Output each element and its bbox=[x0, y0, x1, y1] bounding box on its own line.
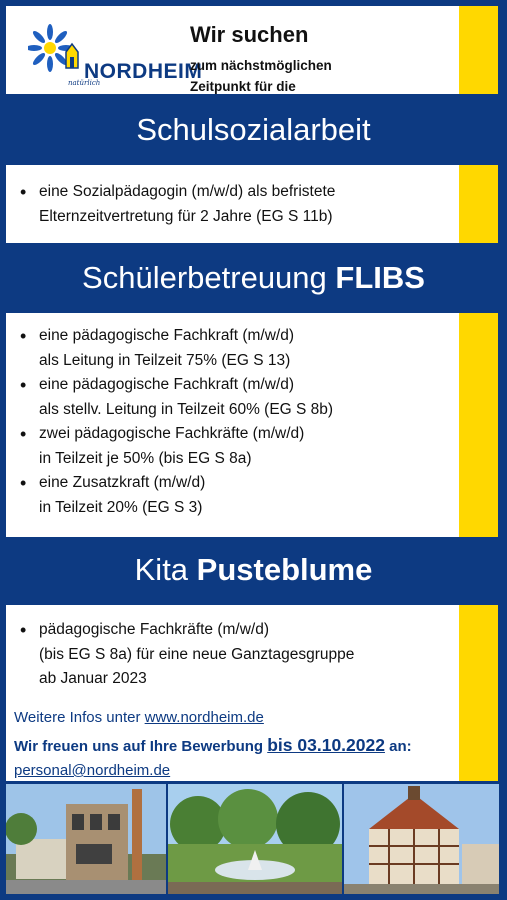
logo-wordmark: NORDHEIM bbox=[84, 60, 203, 83]
accent-stripe-flibs bbox=[459, 313, 498, 537]
info-prefix: Weitere Infos unter bbox=[14, 709, 145, 726]
job-line: in Teilzeit 20% (EG S 3) bbox=[39, 498, 203, 516]
job-item bbox=[14, 180, 335, 229]
job-line: • pädagogische Fachkräfte (m/w/d) bbox=[39, 621, 270, 638]
section-heading-text: Kita bbox=[134, 552, 197, 587]
panel-kita bbox=[6, 605, 459, 781]
apply-line bbox=[14, 735, 412, 756]
subtitle-line1: zum nächstmöglichen bbox=[190, 58, 332, 73]
email-link[interactable]: personal@nordheim.de bbox=[14, 762, 171, 779]
job-item bbox=[14, 471, 333, 520]
section-heading-kita bbox=[0, 552, 507, 588]
nordheim-logo bbox=[28, 22, 203, 87]
accent-stripe-top bbox=[459, 6, 498, 94]
job-item bbox=[14, 373, 333, 422]
website-link[interactable]: www.nordheim.de bbox=[144, 709, 264, 726]
panel-schulsozialarbeit bbox=[6, 165, 459, 243]
info-line bbox=[14, 709, 264, 726]
header-subtitle bbox=[190, 55, 332, 97]
accent-stripe-schulsozialarbeit bbox=[459, 165, 498, 243]
section-heading-text: Schulsozialarbeit bbox=[136, 112, 371, 147]
job-line: • eine pädagogische Fachkraft (m/w/d) bbox=[39, 376, 295, 393]
apply-suffix: an: bbox=[384, 738, 412, 755]
job-line: in Teilzeit je 50% (bis EG S 8a) bbox=[39, 449, 252, 467]
job-item bbox=[14, 324, 333, 373]
photo-modern-building bbox=[6, 784, 166, 894]
section-heading-flibs bbox=[0, 260, 507, 296]
accent-stripe-kita bbox=[459, 605, 498, 781]
job-line: • zwei pädagogische Fachkräfte (m/w/d) bbox=[39, 425, 305, 442]
job-line: (bis EG S 8a) für eine neue Ganztagesgruppe bbox=[39, 645, 355, 663]
dandelion-icon bbox=[28, 22, 88, 86]
section-heading-bold: Pusteblume bbox=[196, 552, 373, 587]
job-line: Elternzeitvertretung für 2 Jahre (EG S 11b) bbox=[39, 207, 333, 225]
job-line: • eine pädagogische Fachkraft (m/w/d) bbox=[39, 327, 295, 344]
header-panel bbox=[6, 6, 459, 94]
deadline-date: bis 03.10.2022 bbox=[267, 735, 385, 755]
section-heading-text: Schülerbetreuung bbox=[82, 260, 336, 295]
subtitle-line2: Zeitpunkt für die bbox=[190, 79, 296, 94]
page-title: Wir suchen bbox=[190, 22, 309, 47]
job-item bbox=[14, 618, 354, 692]
job-line: als Leitung in Teilzeit 75% (EG S 13) bbox=[39, 351, 291, 369]
job-line: • eine Zusatzkraft (m/w/d) bbox=[39, 474, 206, 491]
job-item bbox=[14, 422, 333, 471]
section-heading-schulsozialarbeit bbox=[0, 112, 507, 148]
photo-park-fountain bbox=[168, 784, 342, 894]
photo-town-hall bbox=[344, 784, 499, 894]
section-heading-bold: FLIBS bbox=[335, 260, 425, 295]
job-line: als stellv. Leitung in Teilzeit 60% (EG S 8b) bbox=[39, 400, 334, 418]
email-line bbox=[14, 762, 170, 779]
job-line: • eine Sozialpädagogin (m/w/d) als befristete bbox=[39, 183, 336, 200]
apply-prefix: Wir freuen uns auf Ihre Bewerbung bbox=[14, 738, 268, 755]
job-line: ab Januar 2023 bbox=[39, 670, 147, 687]
panel-flibs bbox=[6, 313, 459, 537]
logo-tagline: natürlich bbox=[68, 79, 101, 87]
